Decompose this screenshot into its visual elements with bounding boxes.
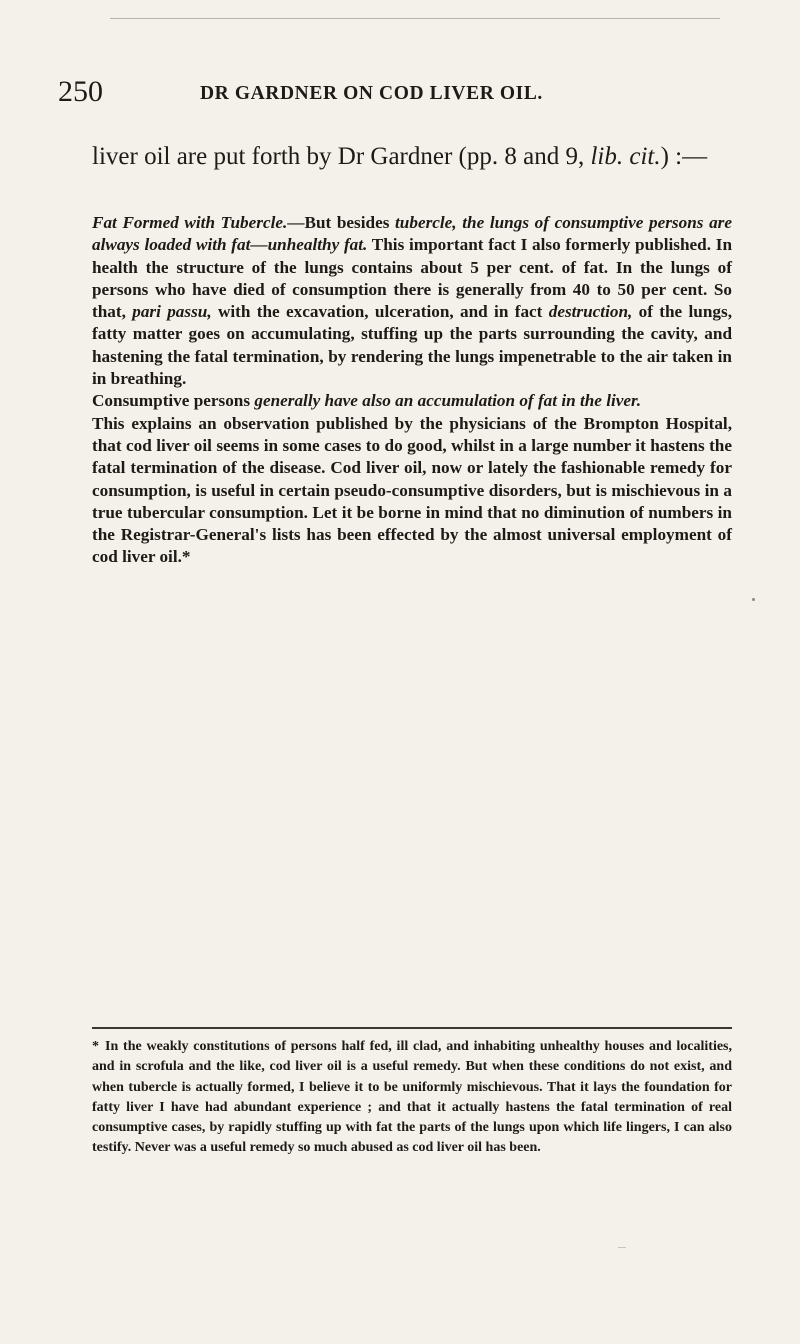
footnote-text: In the weakly constitutions of persons half fed, ill clad, and inhabiting unhealthy houses and localities, and in scrofula and the like, cod liver oil is a useful remedy. But when these conditions do not exist, and when tubercle is actually formed, I believe it to be uniformly mischievous. That it lays the foundation for fatty liver I have had abundant experience ; and that it actually hastens the fatal termination of real consumptive cases, by rapidly stuffing up with fat the parts of the lungs upon which life lingers, I can also testify. Never was a useful remedy so much abused as cod liver oil has been. [92, 1039, 732, 1156]
lead-citation: lib. cit. [590, 143, 661, 170]
paragraph-text-1: This important fact I also formerly published. In health the structure of the lungs contains about 5 per cent. of fat. In the lungs of persons who have died of consumption there is generally from 40 to 50 per cent. So that, [92, 235, 733, 322]
running-head: DR GARDNER ON COD LIVER OIL. [200, 83, 543, 104]
paragraph-consumptive-persons [92, 390, 732, 412]
page-header [58, 74, 738, 114]
footnote-rule [92, 1027, 732, 1029]
paragraph-text-2: with the excavation, ulceration, and in fact [211, 302, 549, 322]
print-speck [752, 598, 755, 601]
paragraph-emphasis-2: pari passu, [132, 302, 212, 322]
main-text [92, 212, 732, 569]
paragraph-heading: Fat Formed with Tubercle. [92, 213, 288, 232]
paragraph-text-3: of the lungs, fatty matter goes on accumulating, stuffing up the parts surrounding the cavity, and hastening the fatal termination, by rendering the lungs impenetrable to the air taken in in breathing. [92, 302, 732, 389]
footnote [92, 1037, 732, 1159]
paragraph2-emphasis: generally have also an accumulation of fat in the liver. [254, 391, 642, 411]
lead-text [92, 140, 732, 174]
paragraph-fat-formed [92, 212, 732, 390]
paragraph3-text: This explains an observation published by the physicians of the Brompton Hospital, that cod liver oil seems in some cases to do good, whilst in a large number it hastens the fatal termination of the disease. Cod liver oil, now or lately the fashionable remedy for consumption, is useful in certain pseudo-consumptive disorders, but is mischievous in a true tubercular consumption. Let it be borne in mind that no diminution of numbers in the Registrar-General's lists has been effected by the almost universal employment of cod liver oil.* [92, 413, 732, 567]
paragraph-emphasis-1: tubercle, the lungs of consumptive persons are always loaded with fat—unhealthy fat. [92, 213, 732, 255]
lead-after-citation: ) :— [660, 143, 708, 170]
paragraph-dash: —But besides [287, 213, 396, 232]
paragraph-emphasis-3: destruction, [548, 302, 633, 322]
lead-line: liver oil are put forth by Dr Gardner (pp. 8 and 9, [92, 143, 585, 170]
footnote-mark: * [92, 1039, 99, 1054]
top-edge-line [110, 18, 720, 19]
paragraph2-text: Consumptive persons [92, 391, 255, 411]
page-number: 250 [58, 75, 103, 108]
paper-mark [618, 1247, 626, 1256]
paragraph-brompton [92, 413, 732, 569]
